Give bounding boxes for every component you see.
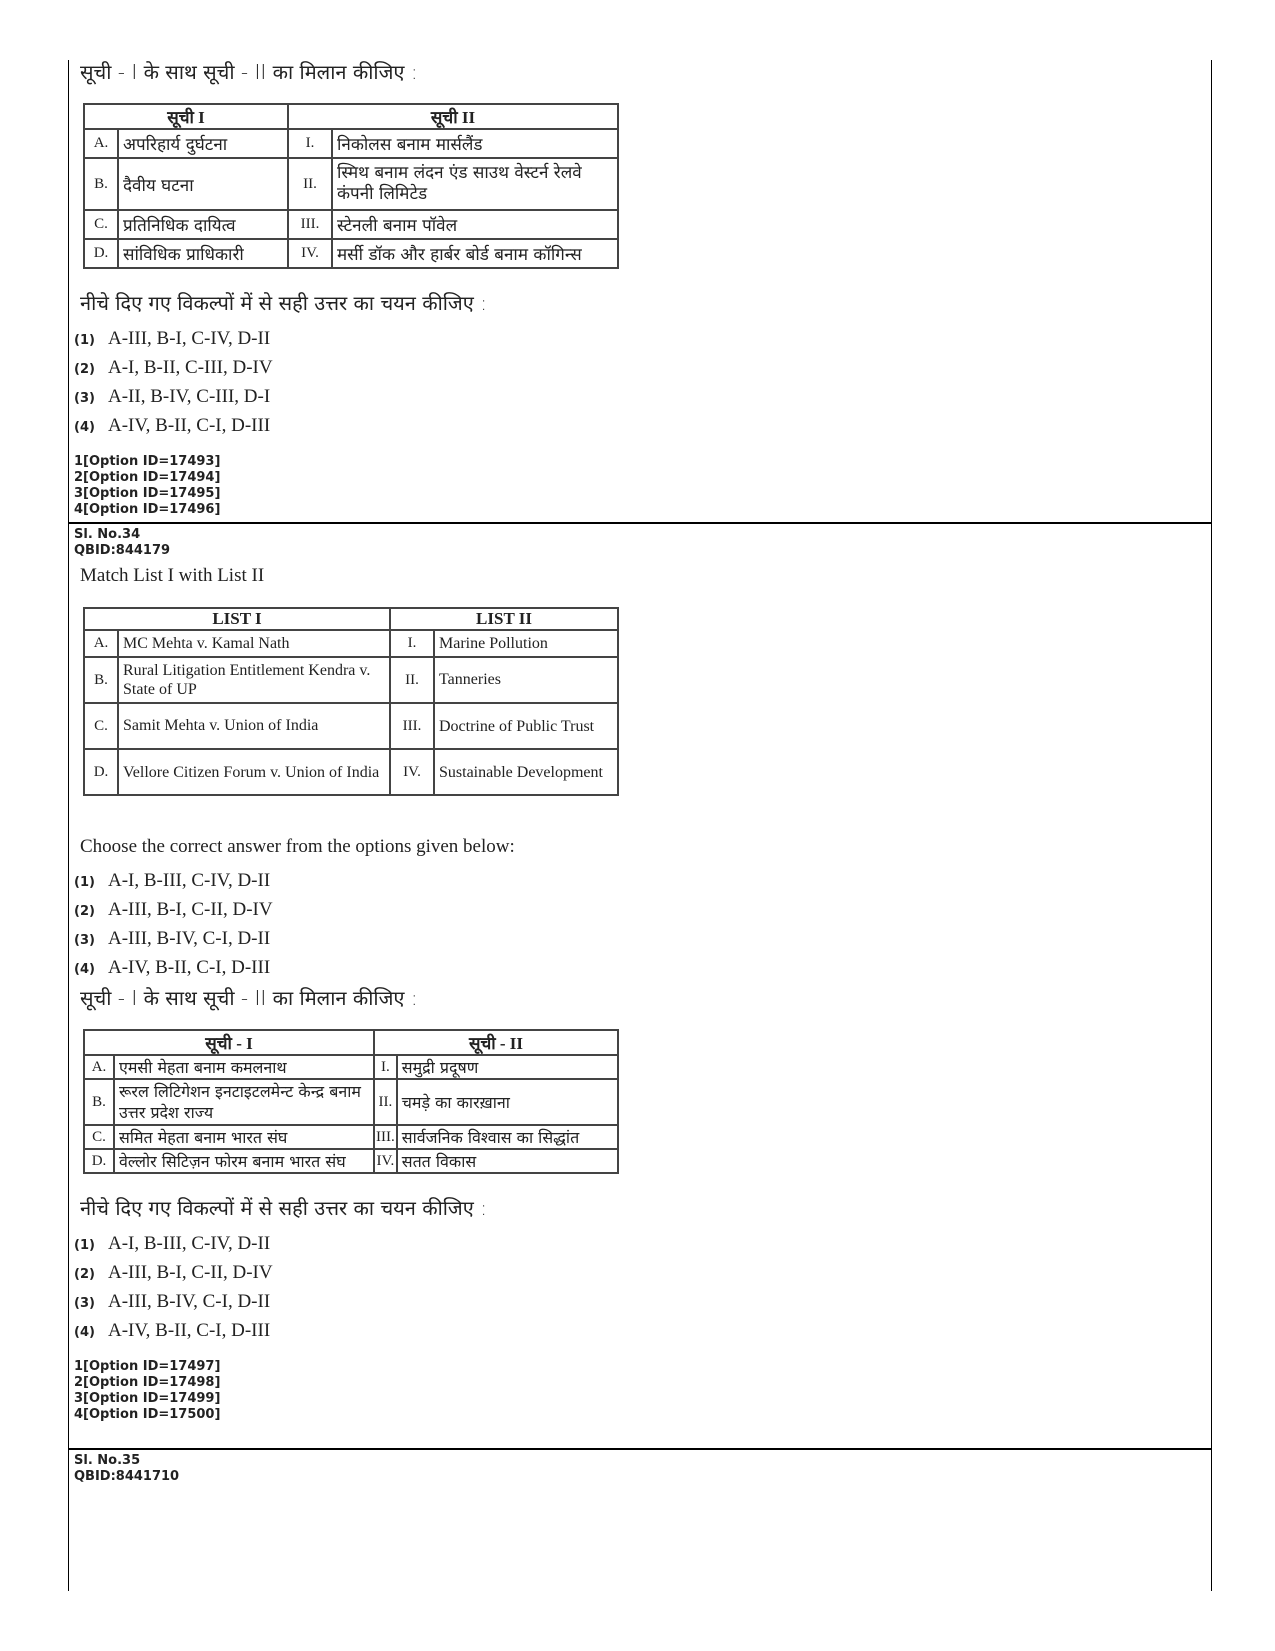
row-value: वेल्लोर सिटिज़न फोरम बनाम भारत संघ (114, 1149, 374, 1173)
row-key: I. (390, 630, 434, 657)
qbid: QBID:8441710 (74, 1469, 180, 1484)
row-key: II. (288, 158, 332, 210)
row-key: B. (84, 158, 118, 210)
option-id: 3[Option ID=17495] (74, 486, 221, 501)
question-33-hindi (74, 58, 1194, 518)
table-header-list2: सूची II (288, 104, 618, 129)
row-value: स्मिथ बनाम लंदन एंड साउथ वेस्टर्न रेलवे कंपनी लिमिटेड (332, 158, 618, 210)
question-stem: Match List I with List II (80, 565, 265, 586)
match-table (83, 607, 619, 796)
option-number: (1) (74, 875, 95, 890)
row-key: C. (84, 210, 118, 239)
option-number: (4) (74, 1325, 95, 1340)
row-key: IV. (390, 749, 434, 795)
option-text: A-IV, B-II, C-I, D-III (108, 1320, 271, 1341)
option-id: 4[Option ID=17496] (74, 502, 221, 517)
options-list (74, 1229, 1194, 1345)
table-row (84, 1079, 618, 1125)
option-text: A-I, B-III, C-IV, D-II (108, 870, 271, 891)
option-id: 4[Option ID=17500] (74, 1407, 221, 1422)
option-item[interactable] (74, 382, 1194, 411)
row-value: Doctrine of Public Trust (434, 703, 618, 749)
option-text: A-III, B-I, C-II, D-IV (108, 899, 273, 920)
row-value: अपरिहार्य दुर्घटना (118, 129, 288, 158)
option-text: A-I, B-III, C-IV, D-II (108, 1233, 271, 1254)
option-ids (74, 454, 1194, 518)
row-value: मर्सी डॉक और हार्बर बोर्ड बनाम कॉगिन्स (332, 239, 618, 268)
option-item[interactable] (74, 895, 1194, 924)
row-value: समुद्री प्रदूषण (397, 1055, 618, 1079)
row-key: I. (288, 129, 332, 158)
row-key: B. (84, 1079, 114, 1125)
row-key: IV. (288, 239, 332, 268)
row-value: रूरल लिटिगेशन इनटाइटलमेन्ट केन्द्र बनाम उत्तर प्रदेश राज्य (114, 1079, 374, 1125)
row-value: Rural Litigation Entitlement Kendra v. State of UP (118, 657, 390, 703)
row-value: एमसी मेहता बनाम कमलनाथ (114, 1055, 374, 1079)
option-ids (74, 1359, 1194, 1423)
table-row (84, 657, 618, 703)
option-number: (3) (74, 391, 95, 406)
row-key: C. (84, 703, 118, 749)
question-34 (74, 527, 1194, 982)
row-value: सतत विकास (397, 1149, 618, 1173)
option-number: (2) (74, 904, 95, 919)
table-row (84, 239, 618, 268)
question-divider (68, 1448, 1211, 1450)
table-row (84, 158, 618, 210)
option-number: (3) (74, 933, 95, 948)
row-key: III. (390, 703, 434, 749)
option-item[interactable] (74, 324, 1194, 353)
options-list (74, 324, 1194, 440)
option-text: A-III, B-IV, C-I, D-II (108, 928, 271, 949)
row-value: स्टेनली बनाम पॉवेल (332, 210, 618, 239)
row-key: IV. (374, 1149, 397, 1173)
row-key: III. (374, 1125, 397, 1149)
row-value: Vellore Citizen Forum v. Union of India (118, 749, 390, 795)
option-id: 1[Option ID=17497] (74, 1359, 221, 1374)
option-number: (4) (74, 420, 95, 435)
table-row (84, 1055, 618, 1079)
serial-number: Sl. No.35 (74, 1453, 141, 1468)
question-stem: सूची - I के साथ सूची - II का मिलान कीजिए : (80, 986, 418, 1010)
question-divider (68, 522, 1211, 524)
question-35 (74, 1453, 1194, 1485)
option-item[interactable] (74, 1229, 1194, 1258)
option-id: 2[Option ID=17494] (74, 470, 221, 485)
row-key: I. (374, 1055, 397, 1079)
row-key: A. (84, 129, 118, 158)
option-id: 2[Option ID=17498] (74, 1375, 221, 1390)
table-header-list2: LIST II (390, 608, 618, 630)
choose-instruction: Choose the correct answer from the options given below: (80, 836, 515, 857)
table-row (84, 129, 618, 158)
option-text: A-I, B-II, C-III, D-IV (108, 357, 273, 378)
option-item[interactable] (74, 1258, 1194, 1287)
row-key: D. (84, 749, 118, 795)
row-key: A. (84, 1055, 114, 1079)
row-key: C. (84, 1125, 114, 1149)
option-item[interactable] (74, 1287, 1194, 1316)
option-number: (2) (74, 362, 95, 377)
option-id: 3[Option ID=17499] (74, 1391, 221, 1406)
option-text: A-III, B-IV, C-I, D-II (108, 1291, 271, 1312)
table-row (84, 749, 618, 795)
table-header-list1: सूची - I (84, 1030, 374, 1055)
table-row (84, 630, 618, 657)
row-value: निकोलस बनाम मार्सलैंड (332, 129, 618, 158)
row-value: MC Mehta v. Kamal Nath (118, 630, 390, 657)
question-stem: सूची - I के साथ सूची - II का मिलान कीजिए : (80, 60, 418, 84)
option-item[interactable] (74, 866, 1194, 895)
row-value: प्रतिनिधिक दायित्व (118, 210, 288, 239)
option-text: A-IV, B-II, C-I, D-III (108, 957, 271, 978)
option-number: (3) (74, 1296, 95, 1311)
table-header-list2: सूची - II (374, 1030, 618, 1055)
table-row (84, 1125, 618, 1149)
option-item[interactable] (74, 353, 1194, 382)
row-value: Marine Pollution (434, 630, 618, 657)
option-item[interactable] (74, 411, 1194, 440)
qbid: QBID:844179 (74, 543, 171, 558)
row-key: B. (84, 657, 118, 703)
row-key: II. (390, 657, 434, 703)
table-row (84, 703, 618, 749)
row-key: D. (84, 1149, 114, 1173)
option-number: (1) (74, 333, 95, 348)
option-text: A-III, B-I, C-II, D-IV (108, 1262, 273, 1283)
choose-instruction: नीचे दिए गए विकल्पों में से सही उत्तर का चयन कीजिए : (80, 291, 487, 315)
option-item[interactable] (74, 953, 1194, 982)
option-number: (1) (74, 1238, 95, 1253)
option-number: (2) (74, 1267, 95, 1282)
table-header-list1: LIST I (84, 608, 390, 630)
row-value: सार्वजनिक विश्वास का सिद्धांत (397, 1125, 618, 1149)
row-value: सांविधिक प्राधिकारी (118, 239, 288, 268)
question-34-hindi (74, 984, 1194, 1423)
option-text: A-III, B-I, C-IV, D-II (108, 328, 271, 349)
table-row (84, 210, 618, 239)
match-table (83, 1029, 619, 1174)
choose-instruction: नीचे दिए गए विकल्पों में से सही उत्तर का चयन कीजिए : (80, 1196, 487, 1220)
row-value: समित मेहता बनाम भारत संघ (114, 1125, 374, 1149)
row-key: D. (84, 239, 118, 268)
match-table (83, 103, 619, 269)
table-row (84, 1149, 618, 1173)
row-key: A. (84, 630, 118, 657)
row-value: दैवीय घटना (118, 158, 288, 210)
option-text: A-IV, B-II, C-I, D-III (108, 415, 271, 436)
option-id: 1[Option ID=17493] (74, 454, 221, 469)
row-key: II. (374, 1079, 397, 1125)
option-number: (4) (74, 962, 95, 977)
row-value: चमड़े का कारख़ाना (397, 1079, 618, 1125)
option-item[interactable] (74, 924, 1194, 953)
option-text: A-II, B-IV, C-III, D-I (108, 386, 271, 407)
row-value: Sustainable Development (434, 749, 618, 795)
row-value: Tanneries (434, 657, 618, 703)
row-value: Samit Mehta v. Union of India (118, 703, 390, 749)
serial-number: Sl. No.34 (74, 527, 141, 542)
options-list (74, 866, 1194, 982)
row-key: III. (288, 210, 332, 239)
option-item[interactable] (74, 1316, 1194, 1345)
table-header-list1: सूची I (84, 104, 288, 129)
